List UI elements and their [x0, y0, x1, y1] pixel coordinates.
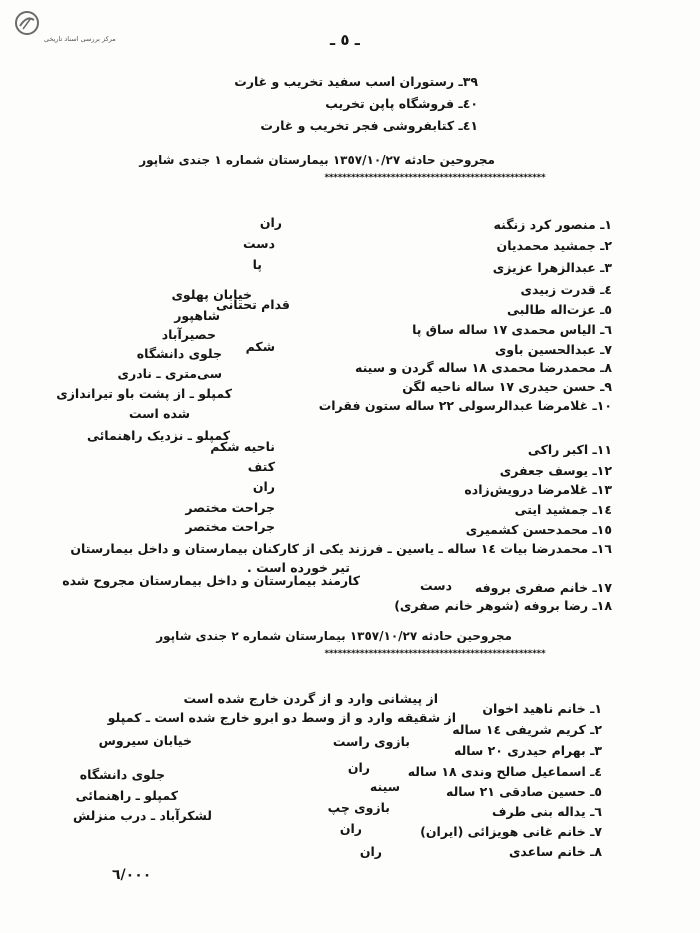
s1-row17-note: کارمند بیمارستان و داخل بیمارستان مجروح شده [62, 573, 360, 588]
s1-row-name: ١٢ـ یوسف جعفری [499, 463, 612, 478]
s2-row-detail: بازوی چپ [327, 800, 390, 815]
top-item: ٣٩ـ رستوران اسب سفید تخریب و غارت [234, 74, 478, 89]
s1-row-injury: قدام تحتانی [215, 297, 290, 312]
s1-row-name: ٣ـ عبدالزهرا عزیزی [492, 260, 612, 275]
s1-row-name: ١١ـ اکبر راکی [527, 442, 612, 457]
s2-location: خیابان سیروس [98, 733, 192, 748]
s1-row-name: ١ـ منصور کرد زنگنه [493, 217, 612, 232]
s2-row-name: ٦ـ یداله بنی طرف [492, 804, 602, 819]
s2-row-name: ٧ـ خانم غانی هویزائی (ایران) [420, 824, 602, 839]
s2-row-detail: بازوی راست [332, 734, 410, 749]
s1-location: سی‌متری ـ نادری [117, 366, 222, 381]
s1-row18: ١٨ـ رضا بروفه (شوهر خانم صفری) [394, 598, 612, 613]
s1-location: کمپلو ـ از پشت باو تیراندازی [56, 386, 232, 401]
s1-row-name: ٨ـ محمدرضا محمدی ١٨ ساله گردن و سینه [354, 360, 612, 375]
s1-row-injury: جراحت مختصر [185, 500, 275, 515]
s2-row-name: ٢ـ کریم شریفی ١٤ ساله [452, 722, 602, 737]
s1-row-injury: جراحت مختصر [185, 519, 275, 534]
s1-row-injury: ناحیه شکم [210, 439, 275, 454]
s2-location: جلوی دانشگاه [79, 767, 165, 782]
watermark-text: مرکز بررسی اسناد تاریخی [44, 35, 116, 43]
s1-row-name: ٥ـ عزت‌اله طالبی [507, 302, 612, 317]
s1-row-name: ٤ـ قدرت زبیدی [520, 282, 612, 297]
s1-row17-injury: دست [420, 578, 452, 593]
s2-location: لشکرآباد ـ درب منزلش [72, 808, 212, 823]
s1-row-name: ١٣ـ غلامرضا درویش‌زاده [464, 482, 612, 497]
s1-row-injury: پا [252, 257, 262, 272]
s2-row-name: ٣ـ بهرام حیدری ٢٠ ساله [453, 743, 602, 758]
archive-logo-icon [14, 10, 40, 36]
s1-row-injury: دست [243, 236, 275, 251]
s1-row-name: ٧ـ عبدالحسین باوی [494, 342, 612, 357]
s2-row-name: ٥ـ حسین صادقی ٢١ ساله [446, 784, 602, 799]
s1-row16-cont: تیر خورده است . [246, 560, 350, 575]
s1-location: شده است [128, 406, 190, 421]
s2-row-name: ٨ـ خانم ساعدی [508, 844, 602, 859]
s2-row-name: ١ـ خانم ناهید اخوان [482, 701, 602, 716]
s2-row-detail: از پیشانی وارد و از گردن خارج شده است [183, 691, 438, 706]
s2-location: کمپلو ـ راهنمائی [75, 788, 178, 803]
s2-row-detail: ران [339, 821, 362, 836]
top-item: ٤١ـ کتابفروشی فجر تخریب و غارت [260, 118, 478, 133]
section2-stars: ************************************************** [324, 649, 545, 659]
s1-location: شاهپور [174, 308, 220, 323]
s1-row-injury: ران [259, 215, 282, 230]
s1-row17-name: ١٧ـ خانم صفری بروفه [474, 580, 612, 595]
s1-location: حصیرآباد [161, 327, 216, 342]
s2-row-detail: ران [347, 760, 370, 775]
s1-row-name: ١٥ـ محمدحسن کشمیری [465, 522, 612, 537]
s1-location: جلوی دانشگاه [136, 346, 222, 361]
s2-row-detail: ران [359, 844, 382, 859]
section2-heading: مجروحین حادثه ١٣٥٧/١٠/٢٧ بیمارستان شماره ٢ جندی شاپور [156, 629, 512, 643]
s1-row-name: ٢ـ جمشید محمدیان [496, 238, 612, 253]
s1-location: کمپلو ـ نزدیک راهنمائی [86, 428, 230, 443]
s1-row-name: ٩ـ حسن حیدری ١٧ ساله ناحیه لگن [402, 379, 612, 394]
s1-row-name: ٦ـ الیاس محمدی ١٧ ساله ساق پا [412, 322, 612, 337]
top-item: ٤٠ـ فروشگاه پاپن تخریب [325, 96, 478, 111]
s1-row-name: ١٤ـ جمشید ایتی [514, 502, 612, 517]
s1-location: خیابان پهلوی [171, 287, 252, 302]
footer-code: ٦/٠٠٠ [112, 867, 152, 883]
s2-row-detail: از شقیقه وارد و از وسط دو ابرو خارج شده است ـ کمپلو [107, 710, 456, 725]
section1-heading: مجروحین حادثه ١٣٥٧/١٠/٢٧ بیمارستان شماره ١ جندی شاپور [139, 153, 495, 167]
s1-row-injury: ران [252, 479, 275, 494]
s1-row-name: ١٠ـ غلامرضا عبدالرسولی ٢٢ ساله ستون فقرات [318, 398, 612, 413]
s1-row16: ١٦ـ محمدرضا بیات ١٤ ساله ـ یاسین ـ فرزند یکی از کارکنان بیمارستان و داخل بیمارستان [70, 541, 612, 556]
s1-row-injury: کتف [247, 459, 275, 474]
s2-row-name: ٤ـ اسماعیل صالح وندی ١٨ ساله [407, 764, 602, 779]
s1-row-injury: شکم [245, 339, 275, 354]
page-number: ـ ٥ ـ [330, 31, 360, 49]
s2-row-detail: سینه [369, 779, 400, 794]
section1-stars: ************************************************** [324, 173, 545, 183]
